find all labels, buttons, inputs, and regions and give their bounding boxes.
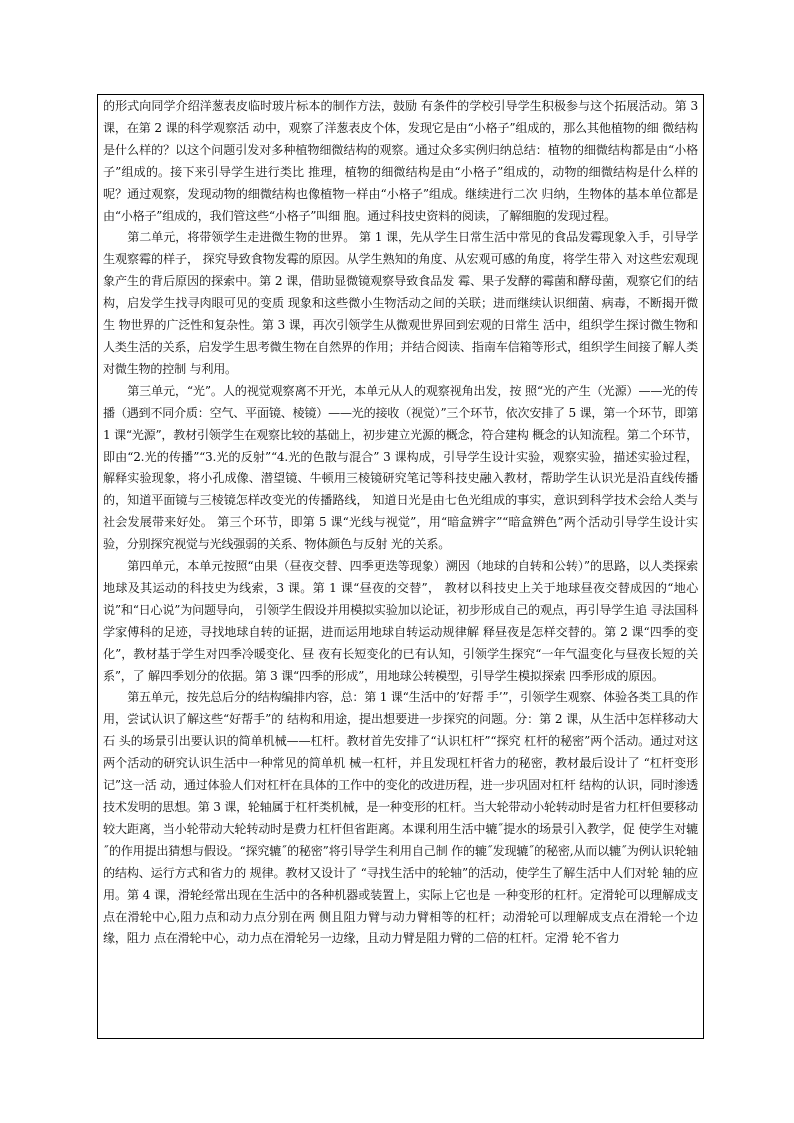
document-body — [98, 95, 703, 950]
paragraph-unit4-earth: 第四单元，本单元按照“由果（昼夜交替、四季更迭等现象）溯因（地球的自转和公转）”的思路，以人类探索地球及其运动的科技史为线索，3 课。第 1 课“昼夜的交替”， 教材以科技史上关于地球昼夜交替成因的“地心说”和“日心说”为问题导向， 引领学生假设并用模拟实验加以论证，初步形成自己的观点，再引导学生追 寻法国科学家傅科的足迹，寻找地球自转的证据，进而运用地球自转运动规律解 释昼夜是怎样交替的。第 2 课“四季的变化”，教材基于学生对四季冷暖变化、昼 夜有长短变化的已有认知，引领学生探究“一年气温变化与昼夜长短的关系”，了 解四季划分的依据。第 3 课“四季的形成”，用地球公转模型，引导学生模拟探索 四季形成的原因。 — [103, 559, 698, 683]
paragraph-unit1-cells: 的形式向同学介绍洋葱表皮临时玻片标本的制作方法，鼓励 有条件的学校引导学生积极参与这个拓展活动。第 3 课，在第 2 课的科学观察活 动中，观察了洋葱表皮个体，发现它是由“小格子”组成的，那么其他植物的细 微结构是什么样的？以这个问题引发对多种植物细微结构的观察。通过众多实例归纳总结：植物的细微结构都是由“小格子”组成的。接下来引导学生进行类比 推理，植物的细微结构是由“小格子”组成的，动物的细微结构是什么样的呢？通过观察，发现动物的细微结构也像植物一样由“小格子”组成。继续进行二次 归纳，生物体的基本单位都是由“小格子”组成的，我们管这些“小格子”叫细 胞。通过科技史资料的阅读，了解细胞的发现过程。 — [103, 99, 698, 223]
paragraph-unit2-microbes: 第二单元，将带领学生走进微生物的世界。 第 1 课，先从学生日常生活中常见的食品发霉现象入手，引导学生观察霉的样子， 探究导致食物发霉的原因。从学生熟知的角度、从宏观可感的角度，将学生带入 对这些宏观现象产生的背后原因的探索中。第 2 课，借助显微镜观察导致食品发 霉、果子发酵的霉菌和酵母菌，观察它们的结构，启发学生找寻肉眼可见的变质 现象和这些微小生物活动之间的关联；进而继续认识细菌、病毒，不断揭开微生 物世界的广泛性和复杂性。第 3 课，再次引领学生从微观世界回到宏观的日常生 活中，组织学生探讨微生物和人类生活的关系，启发学生思考微生物在自然界的作用；并结合阅读、指南车信箱等形式，组织学生间接了解人类对微生物的控制 与利用。 — [103, 230, 698, 376]
paragraph-unit3-light: 第三单元，“光”。人的视觉观察离不开光，本单元从人的观察视角出发，按 照“光的产生（光源）——光的传播（遇到不同介质：空气、平面镜、棱镜）——光的接收（视觉）”三个环节，依次安排了 5 课，第一个环节，即第 1 课“光源”，教材引领学生在观察比较的基础上，初步建立光源的概念，符合建构 概念的认知流程。第二个环节，即由“2.光的传播”“3.光的反射”“4.光的色散与混合” 3 课构成，引导学生设计实验，观察实验，描述实验过程， 解释实验现象，将小孔成像、潜望镜、牛顿用三棱镜研究笔记等科技史融入教材，帮助学生认识光是沿直线传播的，知道平面镜与三棱镜怎样改变光的传播路线， 知道日光是由七色光组成的事实，意识到科学技术会给人类与社会发展带来好处。 第三个环节，即第 5 课“光线与视觉”，用“暗盒辨字”“暗盒辨色”两个活动引导学生设计实验，分别探究视觉与光线强弱的关系、物体颜色与反射 光的关系。 — [103, 383, 698, 552]
text-table-cell — [97, 94, 704, 1039]
paragraph-unit5-machines: 第五单元，按先总后分的结构编排内容，总：第 1 课“生活中的’好帮 手’”，引领学生观察、体验各类工具的作用，尝试认识了解这些“好帮手”的 结构和用途，提出想要进一步探究的问题。分：第 2 课，从生活中怎样移动大石 头的场景引出要认识的简单机械——杠杆。教材首先安排了“认识杠杆”“探究 杠杆的秘密”两个活动。通过对这两个活动的研究认识生活中一种常见的简单机 械一杠杆，并且发现杠杆省力的秘密，教材最后设计了 “杠杆变形记”这一活 动，通过体验人们对杠杆在具体的工作中的变化的改进历程，进一步巩固对杠杆 结构的认识，同时渗透技术发明的思想。第 3 课，轮轴属于杠杆类机械，是一种变形的杠杆。当大轮带动小轮转动时是省力杠杆但要移动较大距离，当小轮带动大轮转动时是费力杠杆但省距离。本课利用生活中辘˝提水的场景引入教学，促 使学生对辘˝的作用提出猜想与假设。“探究辘˝的秘密”将引导学生利用自己制 作的辘˝发现辘˝的秘密,从而以辘˝为例认识轮轴的结构、运行方式和省力的 规律。教材又设计了 “寻找生活中的轮轴”的活动，使学生了解生活中人们对轮 轴的应用。第 4 课，滑轮经常出现在生活中的各种机器或装置上，实际上它也是 一种变形的杠杆。定滑轮可以理解成支点在滑轮中心,阻力点和动力点分别在两 侧且阻力臂与动力臂相等的杠杆；动滑轮可以理解成支点在滑轮一个边缘，阻力 点在滑轮中心，动力点在滑轮另一边缘，且动力臂是阻力臂的二倍的杠杆。定滑 轮不省力 — [103, 690, 698, 946]
